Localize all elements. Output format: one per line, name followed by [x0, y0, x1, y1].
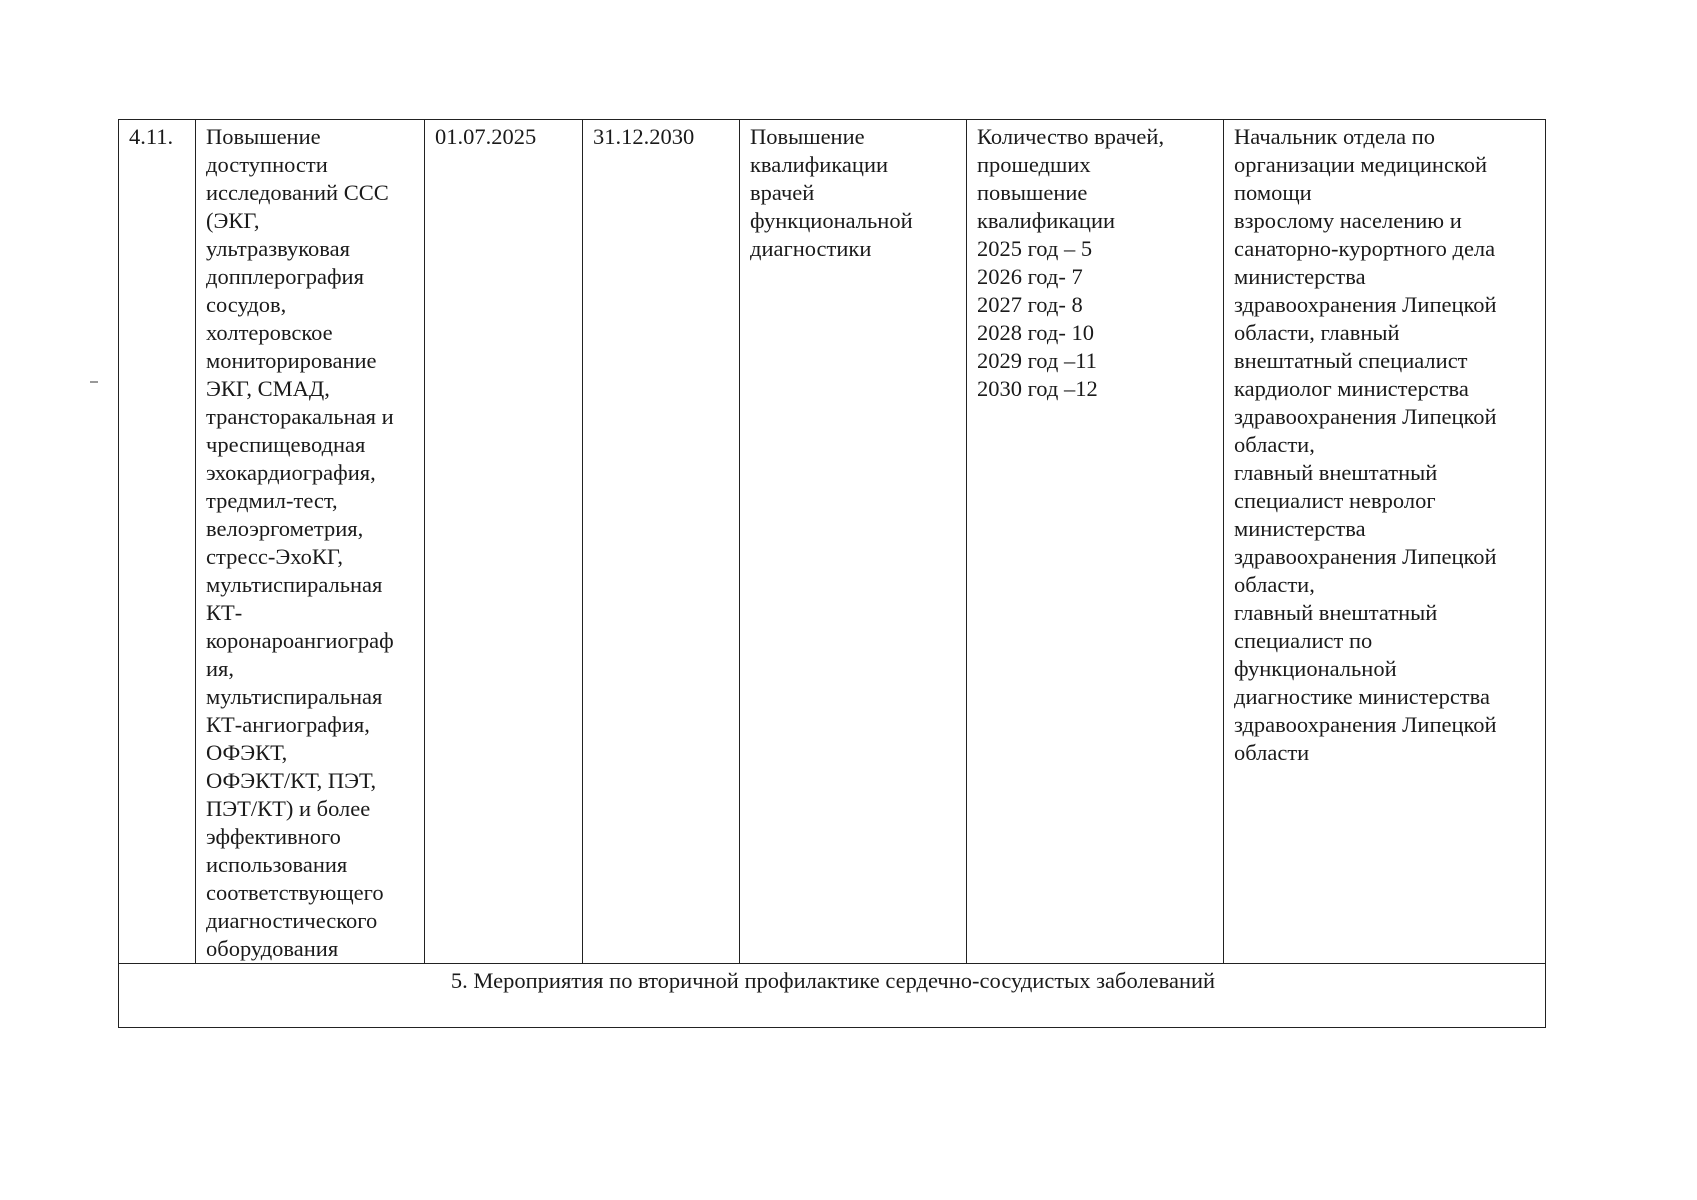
end-date-cell [583, 120, 740, 964]
start-date-cell [425, 120, 583, 964]
measures-table [118, 119, 1546, 1028]
responsible-text: Начальник отдела по организации медицинской помощи взрослому населению и санаторно-курортного дела министерства здравоохранения Липецкой области, главный внештатный специалист кардиолог министерства здравоохранения Липецкой области, главный внештатный специалист невролог министерства здравоохранения Липецкой области, главный внештатный специалист по функциональной диагностике министерства здравоохранения Липецкой области [1234, 124, 1497, 765]
row-number: 4.11. [129, 124, 174, 149]
section-heading-cell [119, 964, 1546, 1028]
start-date: 01.07.2025 [435, 124, 537, 149]
section-heading-row [119, 964, 1546, 1028]
scan-artifact [90, 381, 98, 383]
result-text: Повышение квалификации врачей функциональной диагностики [750, 124, 913, 261]
table-row [119, 120, 1546, 964]
section-heading: 5. Мероприятия по вторичной профилактике сердечно-сосудистых заболеваний [450, 968, 1216, 993]
result-cell [740, 120, 967, 964]
activity-cell [196, 120, 425, 964]
row-number-cell [119, 120, 196, 964]
indicator-cell [967, 120, 1224, 964]
end-date: 31.12.2030 [593, 124, 695, 149]
responsible-cell [1224, 120, 1546, 964]
indicator-text: Количество врачей, прошедших повышение квалификации 2025 год – 5 2026 год- 7 2027 год- 8 2028 год- 10 2029 год –11 2030 год –12 [977, 124, 1165, 401]
activity-text: Повышение доступности исследований ССС (ЭКГ, ультразвуковая допплерография сосудов, холтеровское мониторирование ЭКГ, СМАД, трансторакальная и чреспищеводная эхокардиография, тредмил-тест, велоэргометрия, стресс-ЭхоКГ, мультиспиральная КТ- коронароангиограф ия, мультиспиральная КТ-ангиография, ОФЭКТ, ОФЭКТ/КТ, ПЭТ, ПЭТ/КТ) и более эффективного использования соответствующего диагностического оборудования [206, 124, 394, 961]
